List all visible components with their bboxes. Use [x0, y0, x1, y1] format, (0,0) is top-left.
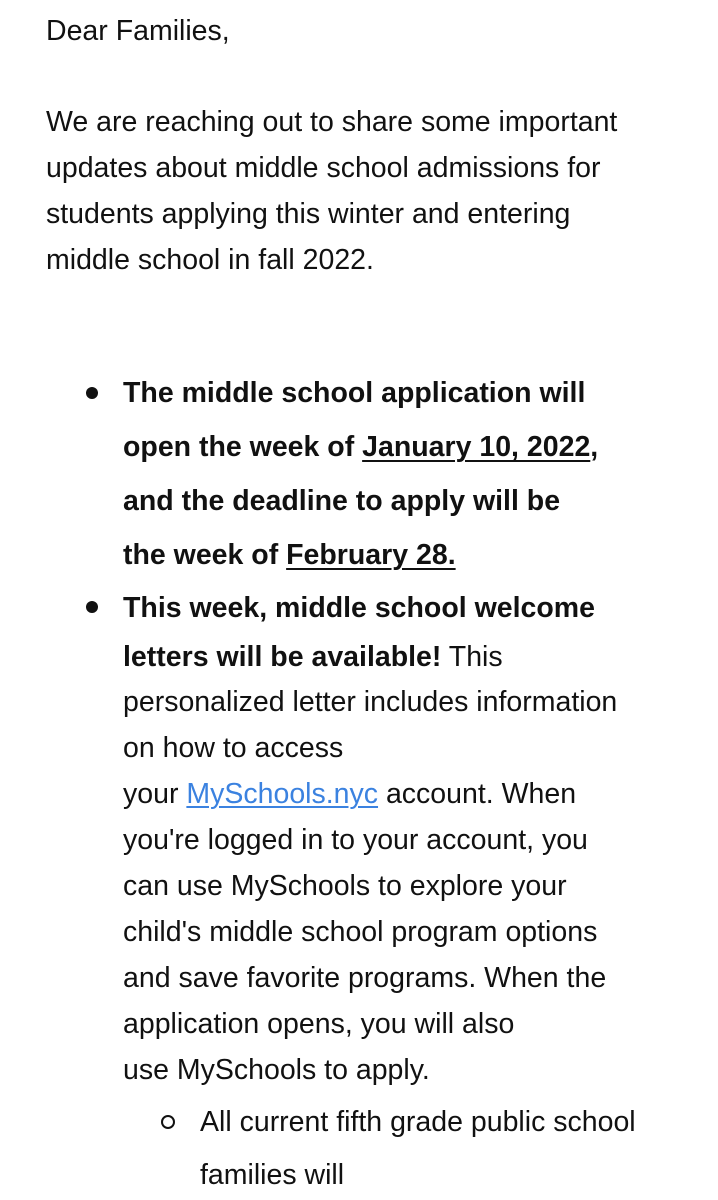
greeting: Dear Families, [46, 15, 230, 47]
application-deadline-date: February 28. [286, 539, 456, 571]
intro-line-2: updates about middle school admissions for [46, 152, 601, 184]
bullet2-line-2-bold: letters will be available! [123, 641, 442, 673]
bullet2-line-3: personalized letter includes information [123, 686, 618, 718]
bullet2-line-9: and save favorite programs. When the [123, 962, 607, 994]
hollow-circle-bullet-icon [161, 1115, 175, 1129]
bullet1-line-3: and the deadline to apply will be [123, 485, 561, 517]
intro-line-1: We are reaching out to share some important [46, 106, 618, 138]
bullet2-line-6: you're logged in to your account, you [123, 824, 588, 856]
bullet1-line-2 [123, 430, 598, 464]
bullet2-line-7: can use MySchools to explore your [123, 870, 567, 902]
bullet2-line-2-rest: This [441, 641, 503, 673]
bullet2-line-8: child's middle school program options [123, 916, 598, 948]
bullet2-line-1: This week, middle school welcome [123, 592, 595, 624]
bullet1-line-1: The middle school application will [123, 377, 586, 409]
bullet2-line-10: application opens, you will also [123, 1008, 515, 1040]
bullet-dot-icon [86, 601, 98, 613]
bullet1-line-4-text: the week of [123, 539, 287, 571]
bullet-dot-icon [86, 387, 98, 399]
bullet2-line-5 [123, 777, 576, 811]
bullet2-line-11: use MySchools to apply. [123, 1054, 430, 1086]
subbullet1-line-2: families will [200, 1159, 345, 1191]
bullet1-line-2-text: open the week of [123, 431, 363, 463]
bullet2-line-5-pre: your [123, 778, 187, 810]
subbullet1-line-1: All current fifth grade public school [200, 1106, 636, 1138]
bullet1-line-4 [123, 538, 456, 572]
intro-line-4: middle school in fall 2022. [46, 244, 374, 276]
application-open-date: January 10, 2022 [362, 431, 591, 463]
intro-line-3: students applying this winter and entering [46, 198, 571, 230]
bullet2-line-5-post: account. When [378, 778, 577, 810]
bullet1-line-2-comma: , [590, 431, 599, 463]
myschools-link[interactable]: MySchools.nyc [186, 778, 379, 810]
bullet2-line-4: on how to access [123, 732, 344, 764]
bullet2-line-2 [123, 640, 503, 674]
